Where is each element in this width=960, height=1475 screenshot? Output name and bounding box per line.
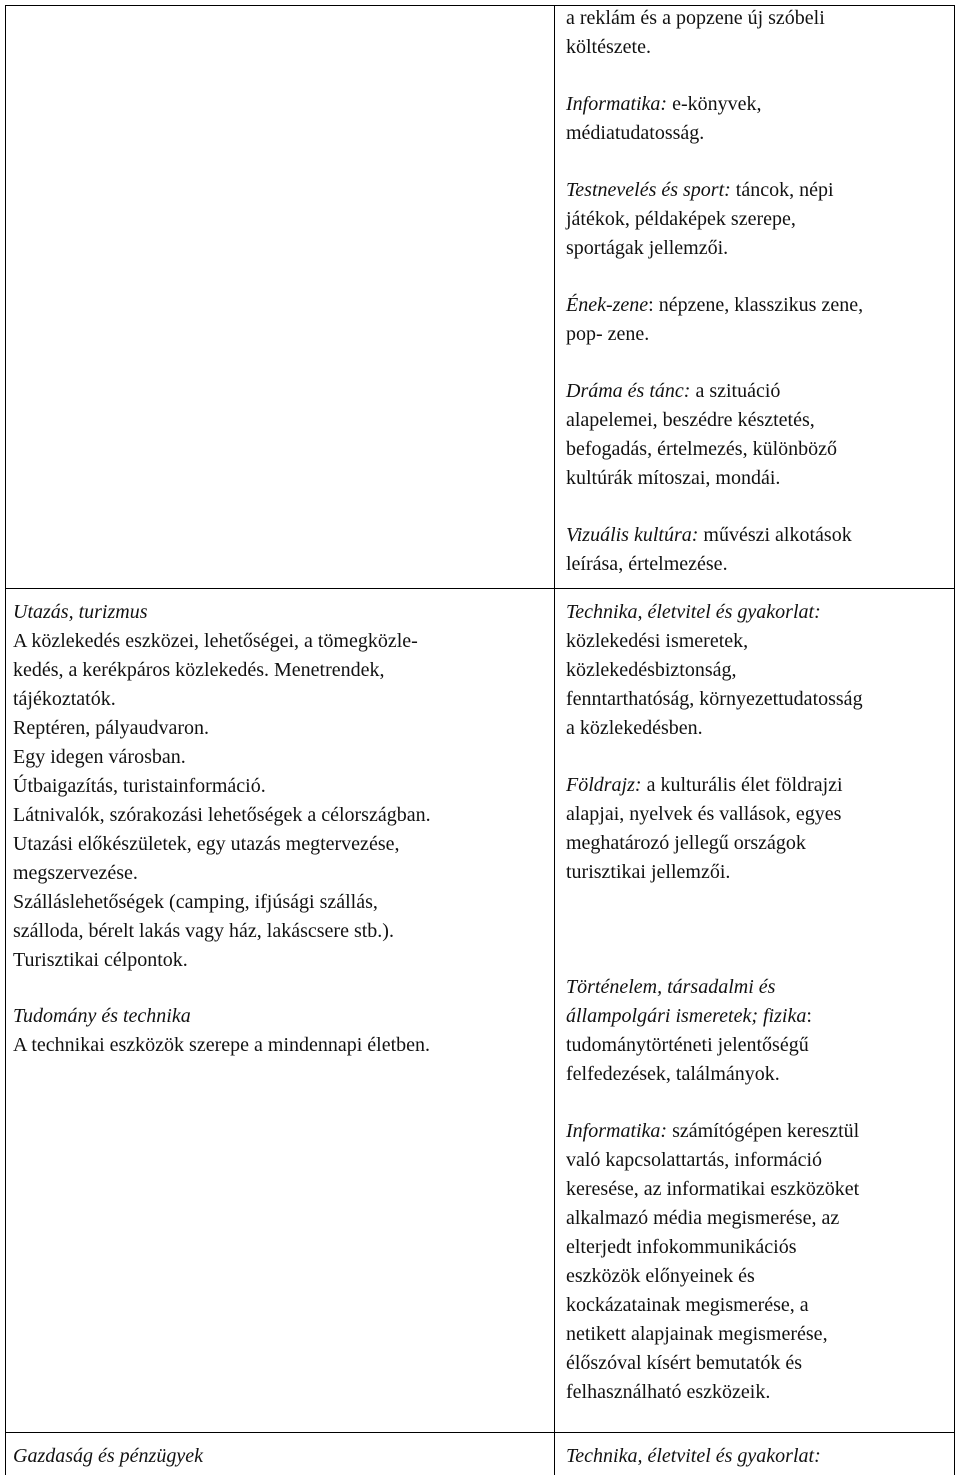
text-line: művészi alkotások [698, 524, 852, 546]
text-line: keresése, az informatikai eszközöket [566, 1178, 860, 1200]
text-line: tudománytörténeti jelentőségű [566, 1034, 809, 1056]
cell-bottom-left [13, 1442, 551, 1471]
text-line: A közlekedés eszközei, lehetőségei, a tömegközle- [13, 630, 418, 652]
curriculum-table [5, 5, 955, 1475]
text-line: meghatározó jellegű országok [566, 832, 806, 854]
text-line: eszközök előnyeinek és [566, 1265, 755, 1287]
text-line: kedés, a kerékpáros közlekedés. Menetrendek, [13, 659, 385, 681]
table-border-middle [554, 5, 555, 1475]
topic-section [13, 1002, 551, 1060]
subject-label: Technika, életvitel és gyakorlat: [566, 601, 821, 623]
text-line: elterjedt infokommunikációs [566, 1236, 797, 1258]
text-line: Egy idegen városban. [13, 746, 186, 768]
text-line: a kulturális élet földrajzi [641, 774, 843, 796]
text-line: táncok, népi [730, 179, 834, 201]
text-line: kockázatainak megismerése, a [566, 1294, 809, 1316]
cell-middle-left [13, 598, 551, 1060]
text-line: alapelemei, beszédre késztetés, [566, 409, 815, 431]
text-line: turisztikai jellemzői. [566, 861, 731, 883]
paragraph [566, 90, 951, 148]
paragraph [566, 771, 951, 887]
paragraph [566, 973, 951, 1089]
topic-heading: Tudomány és technika [13, 1005, 191, 1027]
text-line: Útbaigazítás, turistainformáció. [13, 775, 266, 797]
text-line: való kapcsolattartás, információ [566, 1149, 823, 1171]
table-border-left [5, 5, 6, 1475]
text-line: Utazási előkészületek, egy utazás megtervezése, [13, 833, 400, 855]
text-line: a közlekedésben. [566, 717, 703, 739]
text-line: Turisztikai célpontok. [13, 949, 188, 971]
paragraph [566, 4, 951, 62]
paragraph [566, 176, 951, 263]
topic-heading: Gazdaság és pénzügyek [13, 1445, 203, 1467]
cell-top-right [566, 4, 951, 579]
text-line: netikett alapjainak megismerése, [566, 1323, 828, 1345]
text-line: felfedezések, találmányok. [566, 1063, 780, 1085]
text-line: A technikai eszközök szerepe a mindennapi életben. [13, 1034, 431, 1056]
text-line: megszervezése. [13, 862, 138, 884]
subject-label: állampolgári ismeretek; fizika [566, 1005, 807, 1027]
subject-label: Ének-zene [566, 294, 649, 316]
text-line: : [806, 1005, 812, 1027]
text-line: leírása, értelmezése. [566, 553, 728, 575]
subject-label: Történelem, társadalmi és [566, 976, 776, 998]
text-line: Szálláslehetőségek (camping, ifjúsági szállás, [13, 891, 378, 913]
text-line: Reptéren, pályaudvaron. [13, 717, 210, 739]
text-line: pop- zene. [566, 323, 650, 345]
text-line: felhasználható eszközeik. [566, 1381, 771, 1403]
cell-bottom-right [566, 1442, 951, 1471]
paragraph [566, 1117, 951, 1407]
text-line: játékok, példaképek szerepe, [566, 208, 796, 230]
subject-label: Informatika: [566, 1120, 668, 1142]
text-line: Látnivalók, szórakozási lehetőségek a célországban. [13, 804, 431, 826]
text-line: fenntarthatóság, környezettudatosság [566, 688, 863, 710]
text-line: költészete. [566, 36, 651, 58]
text-line: kultúrák mítoszai, mondái. [566, 467, 781, 489]
text-line: a szituáció [690, 380, 781, 402]
subject-label: Földrajz: [566, 774, 642, 796]
cell-middle-right [566, 598, 951, 1407]
text-line: alkalmazó média megismerése, az [566, 1207, 840, 1229]
text-line: befogadás, értelmezés, különböző [566, 438, 838, 460]
text-line: a reklám és a popzene új szóbeli [566, 7, 825, 29]
paragraph [566, 377, 951, 493]
row-divider-2 [5, 1432, 955, 1433]
text-line: számítógépen keresztül [667, 1120, 860, 1142]
subject-label: Technika, életvitel és gyakorlat: [566, 1445, 821, 1467]
row-divider-1 [5, 588, 955, 589]
paragraph [566, 598, 951, 743]
subject-label: Informatika: [566, 93, 668, 115]
topic-heading: Utazás, turizmus [13, 601, 148, 623]
text-line: e-könyvek, [667, 93, 762, 115]
table-border-right [954, 5, 955, 1475]
text-line: közlekedési ismeretek, [566, 630, 749, 652]
paragraph [566, 291, 951, 349]
text-line: médiatudatosság. [566, 122, 705, 144]
text-line: közlekedésbiztonság, [566, 659, 737, 681]
text-line: alapjai, nyelvek és vallások, egyes [566, 803, 842, 825]
paragraph [566, 521, 951, 579]
text-line: szálloda, bérelt lakás vagy ház, lakáscsere stb.). [13, 920, 394, 942]
text-line: élőszóval kísért bemutatók és [566, 1352, 803, 1374]
topic-section [13, 598, 551, 975]
text-line: tájékoztatók. [13, 688, 116, 710]
text-line: : népzene, klasszikus zene, [648, 294, 864, 316]
text-line: sportágak jellemzői. [566, 237, 729, 259]
subject-label: Vizuális kultúra: [566, 524, 699, 546]
subject-label: Dráma és tánc: [566, 380, 691, 402]
subject-label: Testnevelés és sport: [566, 179, 731, 201]
